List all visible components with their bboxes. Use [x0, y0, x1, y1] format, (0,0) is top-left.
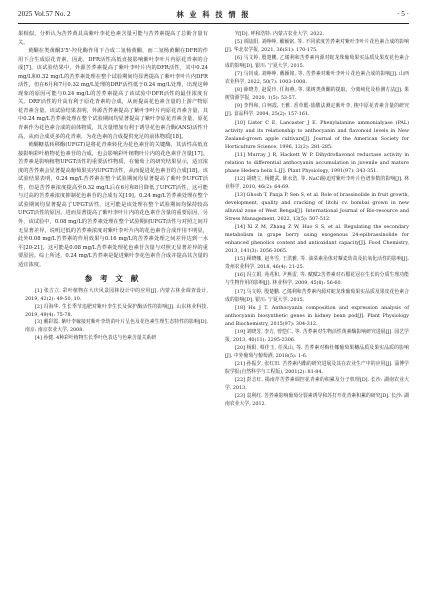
reference-item: [19] 刘晓芳, 李方, 曾恺仁, 等. 苦荞素对生物活性黄素酶影响研究进展[J]. 园艺学报, 2013, 40(11): 2295-2306. [225, 328, 409, 343]
reference-item: [14] Xi Z M, Zhang Z W, Huo S S, et al. Regulating the secondary metabolism in grape berry using exogenous 24-epibrassinolide for enhanced phenolics content and antioxidant capacity[J]. Food Chemistry, 2013, 141(3): 3056-3065. [225, 224, 409, 255]
body-paragraph: 黄酮糖基转移酶(UFGT)是将花青素转化为花色素苷的关键酶，其活性高低直接影响彩叶植物花色素苷的合成，也会影响彩叶植物叶片内的花色素苷含量[17]。苦荞素是影响植物UFGT活性的重要活性物质，在葡萄上的研究结果显示，适宜浓度的苦荞素会显著提高葡萄果实内UFGT活性，从而促进花色素苷的合成[18]。该试验结果表明，0.24 mg/L苦荞素在整个试验期间均显著提高了紫叶李UFGT活性，但是苦荞素浓度提高至0.32 mg/L后在6月和8月降低了UFGT活性，这可能与过高的苦荞素浓度抑制花色素苷的合成有关[19]。0.24 mg/L苦荞素处理在整个试验期间均显著提高了UFGT活性，这可能是该处理在整个试验期间均保持较高UFGT活性的原因，进而显著提高了紫叶李叶片内的花色素苷含量的重要原因。另外，该试验中，0.08 mg/L的苦荞素处理在整个试验期间UFGT活性与对照之间并无显著差异，说明过低的苦荞素浓度对紫叶李叶片内的花色素苷合成作用不明显，此外0.08 mg/L苦荞素的作用效果与0.16 mg/L的苦荞素处理之间差异达到一水平[20-21]，这可能是0.08 mg/L苦荞素处理花色素苷含量与对照无显著差异的重要原因。综上所述，0.24 mg/L苦荞素是促进紫叶李花色素苷合成并提高其含量的适宜浓度。 [18, 142, 208, 268]
journal-volume: 2025 Vol.57 No. 2 [18, 10, 71, 18]
body-paragraph: 黄酮在类黄酮3'5'-羟化酶作用下合成二氢杨黄酮，而二氢杨黄酮在DFR的作用下合生成原花青素，因此，DFR活性高低直接影响紫叶李叶片内原花青素的合成[7]。该试验结果中，外源苦荞素提高了紫叶李叶片内的DFR活性，其中0.24 mg/L和0.32 mg/L的苦荞素处理在整个试验期间均显著提高了紫叶李叶片内DFR活性，但在6月和7月0.32 mg/L处理的DRF活性低于0.24 mg/L处理，出现这种现象的原因可能与0.24 mg/L的苦荞素提高了该试验中DFR活性的最佳浓度有关。DRF活性的升高有利于原花青素的合成，从而提高花色素含量的上游产物原花青素含量。该试验结果表明，外源苦荞素提高了紫叶李叶片内原花青素含量，其中0.24 mg/L苦荞素处理在整个试验期间均显著提高了紫叶李原花青素含量，原花青素作为花色素合成的前体物质，其含量增加有利于诱导花色素合酶(ANS)活性升高，从而合成更多的花青素，为花色素的合成提供充足的前体物质[18]。 [18, 48, 208, 140]
reference-item: [2] 冯海华. 生长季节追肥对紫叶李生长及保护酶活性的影响[J]. 山东林业科技, 2019, 49(4): 75-78. [25, 303, 208, 318]
reference-item: [17] 马文婷, 殷楚鹏. 乙烯利和苦荞素内源对蛇龙珠葡萄果实品质及果皮花色素合成的影响[D]. 银川: 宁夏大学, 2015. [225, 288, 409, 303]
references-title: 参 考 文 献 [84, 274, 142, 284]
left-column [18, 30, 208, 343]
reference-item: [9] 李得和, 白柯霞, 王雅. 香草醛-盐酸法测定紫叶李, 梭中原花青素含量的研究[J]. 食品科学, 2004, 25(2): 157-161. [225, 103, 409, 118]
right-column [218, 30, 409, 408]
reference-item: [8] 薛晓芳, 赵爱玲, 任海燕, 等. 果树类黄酮的提取、分离纯化及检测方法[J]. 果树资源学报, 2020, 1(5): 53-57. [225, 87, 409, 102]
journal-title: 林 业 科 技 情 报 [176, 11, 251, 19]
reference-item: 究[D]. 呼和浩特: 内蒙古农业大学, 2022. [235, 31, 324, 37]
reference-item: [1] 张吉立. 彩叶植物在大庆风景园林设计中的应用[J]. 内蒙古林业调查设计, 2019, 42(2): 49-50, 10. [25, 287, 208, 302]
body-paragraph: 果相似，分析认为苦荞黄具高紫叶李花色素含量可能与苦荞素提高了总酚含量有关。 [18, 31, 208, 46]
reference-item: [10] Lister C E, Lancaster J E. Phenylalanine ammonialyase (PAL) activity and its relationship to anthocyanin and flavonoid levels in New Zealand-grown apple cultivars[J]. Journal of the American Society for Horticulture Science, 1996, 12(2): 281-285. [225, 119, 409, 150]
reference-item: [20] 杨阳, 蔡佳玉, 任凤山, 等. 苦荞素对梅杜娜葡萄果穗品质及果实品质的影响[J]. 中外葡萄与葡萄酒, 2018(5): 1-6. [225, 344, 409, 359]
reference-item: [23] 袁利红. 苦荞素影响葡萄分裂素诱导和苏打开花青素积累的研究[D]. 长沙: 湖南农业大学, 2012. [225, 393, 409, 408]
reference-item: [21] 孙振夕, 张红田. 苦荞素内酯的研究进展及其在农业生产中的应用[J]. 淄博学院学报(自然科学与工程版), 2001(2): 81-84. [225, 360, 409, 375]
reference-item: [5] 项陆阳, 刘峥峥, 戴颖铭, 等. 不同浓度苦荞素对紫叶李叶片花色素合成的影响[J]. 华北农学报, 2021, 36(S1): 170-175. [225, 39, 409, 54]
reference-item: [6] 马文婷, 殷楚鹏, 乙烯利和苦荞素内源对蛇龙珠葡萄果实品质及果皮花色素合成的影响[D]. 银川: 宁夏大学, 2015. [225, 55, 409, 70]
reference-item: [15] 顾晓娜, 赵冬雪, 王洪雅, 等. 油菜素甾体对藜麦幼苗及抗氧化活性的影响[J]. 贵州农业科学, 2018, 46(4): 21-25. [225, 256, 409, 271]
reference-item: [3] 戴彩霞. 紫叶李嫁接对紫叶李幼苗叶片呈色及花色素生理生态特性的影响[D]. 南京: 南京农业大学, 2008. [25, 319, 208, 334]
page-header [18, 10, 409, 22]
reference-item: [13] Ghosh T, Panja P, Sen S, et al. Role of brassinolide in fruit growth, development, quality and cracking of litchi cv. bombai grown in new alluvial zone of West Bengal[J]. International Journal of Bio-resource and Stress Management, 2022, 13(5): 507-512. [225, 191, 409, 223]
reference-item: [16] 冯立娟, 苑兆和, 尹燕雷, 等. 赋赋2苦荞素对石榴花冠在生长的分质生理功能与生物作用的影响[J]. 林业科学, 2009, 45(8): 56-60. [225, 272, 409, 287]
reference-item: [18] Hu J T. Anthocyanin composition and expression analysis of anthocyanin biosynthetic genes in kidney bean pod[J]. Plant Physiology and Biochemistry, 2015(97): 304-312. [225, 304, 409, 327]
reference-item: [4] 孙健. 4种彩叶植物生长季叶色表达与色素含量关系研 [35, 335, 157, 342]
header-rule [18, 23, 409, 24]
reference-item: [11] Murray J R, Hackett W P. Dihydroflavonol reductase activity in relation to differential anthocyanin accumulation in juvenile and mature phase Hedera helix L.[J]. Plant Physiology, 1991(97): 343-351. [225, 151, 409, 174]
reference-item: [22] 彭志红. 揭南芹苦荞素调控花青素的积累及分子机理[D]. 长沙: 湖南农业大学, 2013. [225, 377, 409, 392]
reference-item: [12] 胡晓立, 杨健武, 陈水浩, 等. NaCl胁迫对紫叶李叶片色谱参数的影响[J]. 林业科学, 2010, 46(2): 64-69. [225, 175, 409, 190]
reference-item: [7] 马钊成, 刘峥峥, 戴颖铭, 等. 苦荞素对紫叶李叶片花色素合成的影响[J]. 山西农业科学, 2022, 50(7): 1003-1008. [225, 71, 409, 86]
page-number: · 5 · [397, 10, 409, 18]
